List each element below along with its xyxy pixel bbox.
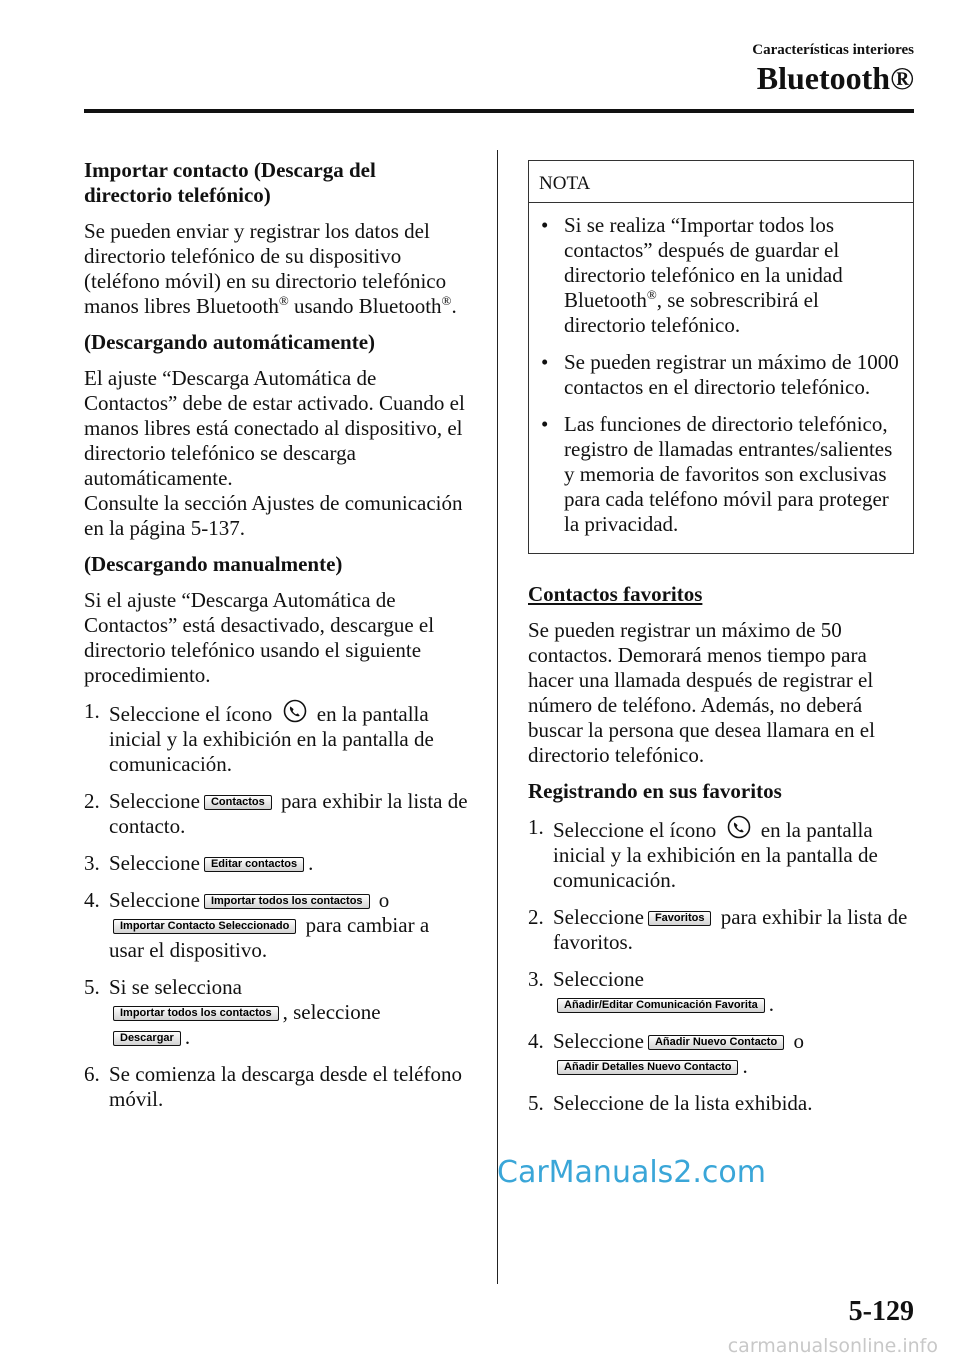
importar-seleccionado-button[interactable]: Importar Contacto Seleccionado [113,919,296,934]
descargar-button[interactable]: Descargar [113,1031,181,1046]
list-item: 1. Seleccione el ícono en la pantalla inicial y la exhibición en la pantalla de comunicación. [528,815,878,892]
list-item: • Las funciones de directorio telefónico, registro de llamadas entrantes/salientes y memoria de favoritos son exclusivas para cada teléfono móvil para proteger la privacidad. [539,412,903,537]
site-watermark: CarManuals2.com [497,1155,767,1190]
list-item: 2. Seleccione Favoritos para exhibir la lista de favoritos. [528,905,908,954]
list-item: 4. Seleccione Añadir Nuevo Contacto o Añadir Detalles Nuevo Contacto . [528,1029,804,1078]
footer-watermark: carmanualsonline.info [727,1335,938,1357]
note-title: NOTA [529,161,913,203]
editar-contactos-button[interactable]: Editar contactos [204,857,304,872]
import-intro: Se pueden enviar y registrar los datos del directorio telefónico de su dispositivo (teléfono móvil) en su directorio telefónico manos libres Bluetooth® usando Bluetooth®. [84,219,457,318]
list-item: 5. Seleccione de la lista exhibida. [528,1091,813,1115]
note-box [528,160,914,554]
anadir-nuevo-contacto-button[interactable]: Añadir Nuevo Contacto [648,1035,784,1050]
anadir-editar-favorita-button[interactable]: Añadir/Editar Comunicación Favorita [557,998,765,1013]
favorites-heading: Contactos favoritos [528,582,703,606]
right-column [528,160,914,1128]
favorite-steps [528,815,914,1116]
list-item: • Si se realiza “Importar todos los contactos” después de guardar el directorio telefónico en la unidad Bluetooth®, se sobrescribirá el directorio telefónico. [539,213,903,338]
anadir-detalles-nuevo-contacto-button[interactable]: Añadir Detalles Nuevo Contacto [557,1060,738,1075]
page-number: 5-129 [848,1296,914,1327]
favorites-text: Se pueden registrar un máximo de 50 contactos. Demorará menos tiempo para hacer una llamada después de registrar el número de teléfono. Además, no deberá buscar la persona que desea llamara en el directorio telefónico. [528,618,875,767]
auto-text: El ajuste “Descarga Automática de Contactos” debe de estar activado. Cuando el manos libres está conectado al dispositivo, el directorio telefónico se descarga automáticamente. Consulte la sección Ajustes de comunicación en la página 5-137. [84,366,465,540]
auto-heading: (Descargando automáticamente) [84,330,376,354]
favoritos-button[interactable]: Favoritos [648,911,712,926]
list-item: 5. Si se selecciona Importar todos los contactos , seleccione Descargar . [84,975,381,1049]
list-item: • Se pueden registrar un máximo de 1000 contactos en el directorio telefónico. [539,350,903,400]
importar-todos-button[interactable]: Importar todos los contactos [113,1006,279,1021]
phone-handset-icon[interactable] [282,699,308,723]
left-column [84,158,468,1124]
section-title: Características interiores [752,42,914,58]
list-item: 6. Se comienza la descarga desde el teléfono móvil. [84,1062,462,1111]
contactos-button[interactable]: Contactos [204,795,272,810]
header-rule [84,109,914,113]
list-item: 3. Seleccione Añadir/Editar Comunicación Favorita . [528,967,775,1016]
import-heading: Importar contacto (Descarga del directorio telefónico) [84,158,376,207]
list-item: 2. Seleccione Contactos para exhibir la lista de contacto. [84,789,468,838]
register-heading: Registrando en sus favoritos [528,779,782,803]
list-item: 3. Seleccione Editar contactos . [84,851,314,875]
importar-todos-button[interactable]: Importar todos los contactos [204,894,370,909]
chapter-title: Bluetooth® [756,60,914,96]
manual-heading: (Descargando manualmente) [84,552,343,576]
manual-text: Si el ajuste “Descarga Automática de Contactos” está desactivado, descargue el directorio telefónico usando el siguiente procedimiento. [84,588,435,687]
list-item: 1. Seleccione el ícono en la pantalla inicial y la exhibición en la pantalla de comunicación. [84,699,434,776]
list-item: 4. Seleccione Importar todos los contactos o Importar Contacto Seleccionado para cambiar a usar el dispositivo. [84,888,430,962]
manual-steps [84,699,468,1112]
phone-handset-icon[interactable] [726,815,752,839]
column-divider [497,150,498,1284]
note-list [529,203,913,553]
